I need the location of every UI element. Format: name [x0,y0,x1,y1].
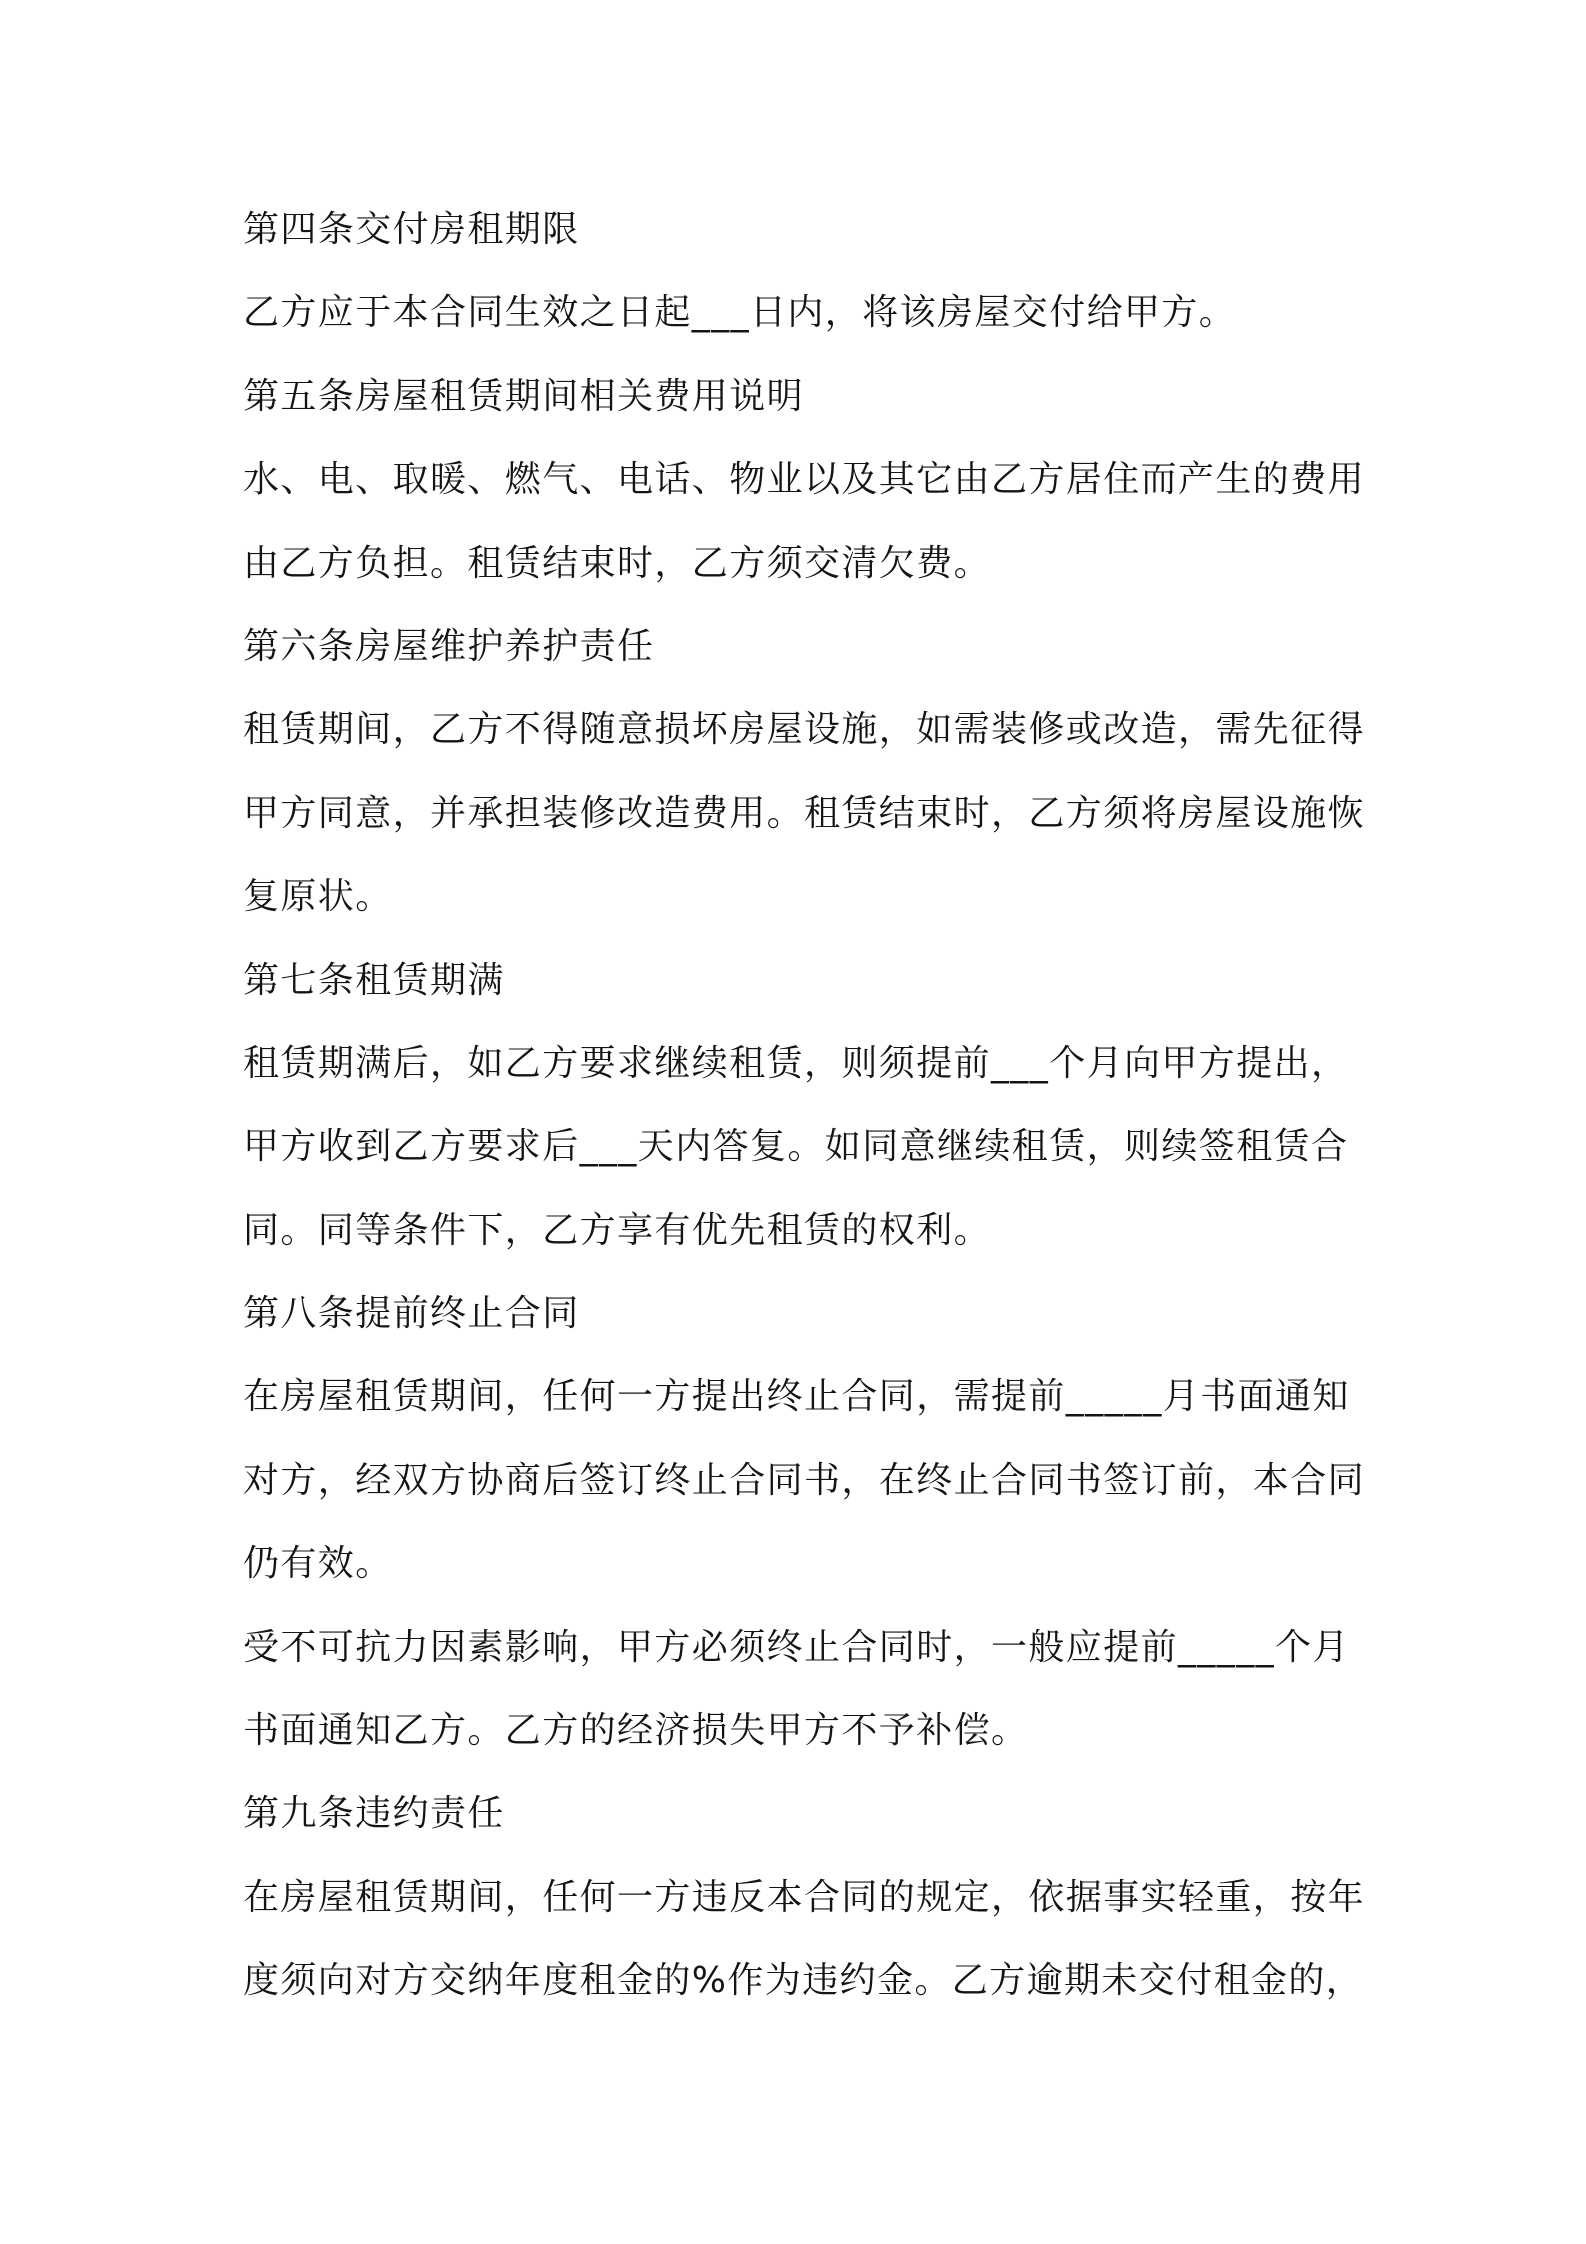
clause-6-text-line-2: 甲方同意，并承担装修改造费用。租赁结束时，乙方须将房屋设施恢 [243,792,1366,834]
clause-8-text-line-2: 对方，经双方协商后签订终止合同书，在终止合同书签订前，本合同 [243,1459,1366,1501]
clause-8-text-line-4: 受不可抗力因素影响，甲方必须终止合同时，一般应提前_____个月 [243,1626,1350,1668]
document-body [243,196,1366,2031]
clause-9-heading: 第九条违约责任 [243,1793,505,1835]
clause-7-heading: 第七条租赁期满 [243,959,505,1001]
clause-5-text-line-2: 由乙方负担。租赁结束时，乙方须交清欠费。 [243,542,992,584]
clause-4-heading: 第四条交付房租期限 [243,209,580,250]
clause-6-text-line-1: 租赁期间，乙方不得随意损坏房屋设施，如需装修或改造，需先征得 [243,709,1366,751]
clause-7-text-line-2: 甲方收到乙方要求后___天内答复。如同意继续租赁，则续签租赁合 [243,1126,1349,1168]
clause-8-heading: 第八条提前终止合同 [243,1293,580,1335]
clause-8-text-line-5: 书面通知乙方。乙方的经济损失甲方不予补偿。 [243,1710,1029,1752]
clause-9-text-line-1: 在房屋租赁期间，任何一方违反本合同的规定，依据事实轻重，按年 [243,1876,1366,1918]
clause-4-text: 乙方应于本合同生效之日起___日内，将该房屋交付给甲方。 [243,292,1237,334]
clause-7-text-line-1: 租赁期满后，如乙方要求继续租赁，则须提前___个月向甲方提出， [243,1042,1349,1084]
clause-6-heading: 第六条房屋维护养护责任 [243,625,655,667]
clause-8-text-line-3: 仍有效。 [243,1543,393,1585]
clause-5-text-line-1: 水、电、取暖、燃气、电话、物业以及其它由乙方居住而产生的费用 [243,459,1366,501]
clause-7-text-line-3: 同。同等条件下，乙方享有优先租赁的权利。 [243,1209,992,1251]
clause-6-text-line-3: 复原状。 [243,876,393,918]
clause-9-text-line-2: 度须向对方交纳年度租金的%作为违约金。乙方逾期未交付租金的， [243,1960,1364,2002]
clause-5-heading: 第五条房屋租赁期间相关费用说明 [243,375,805,417]
clause-8-text-line-1: 在房屋租赁期间，任何一方提出终止合同，需提前_____月书面通知 [243,1376,1350,1418]
